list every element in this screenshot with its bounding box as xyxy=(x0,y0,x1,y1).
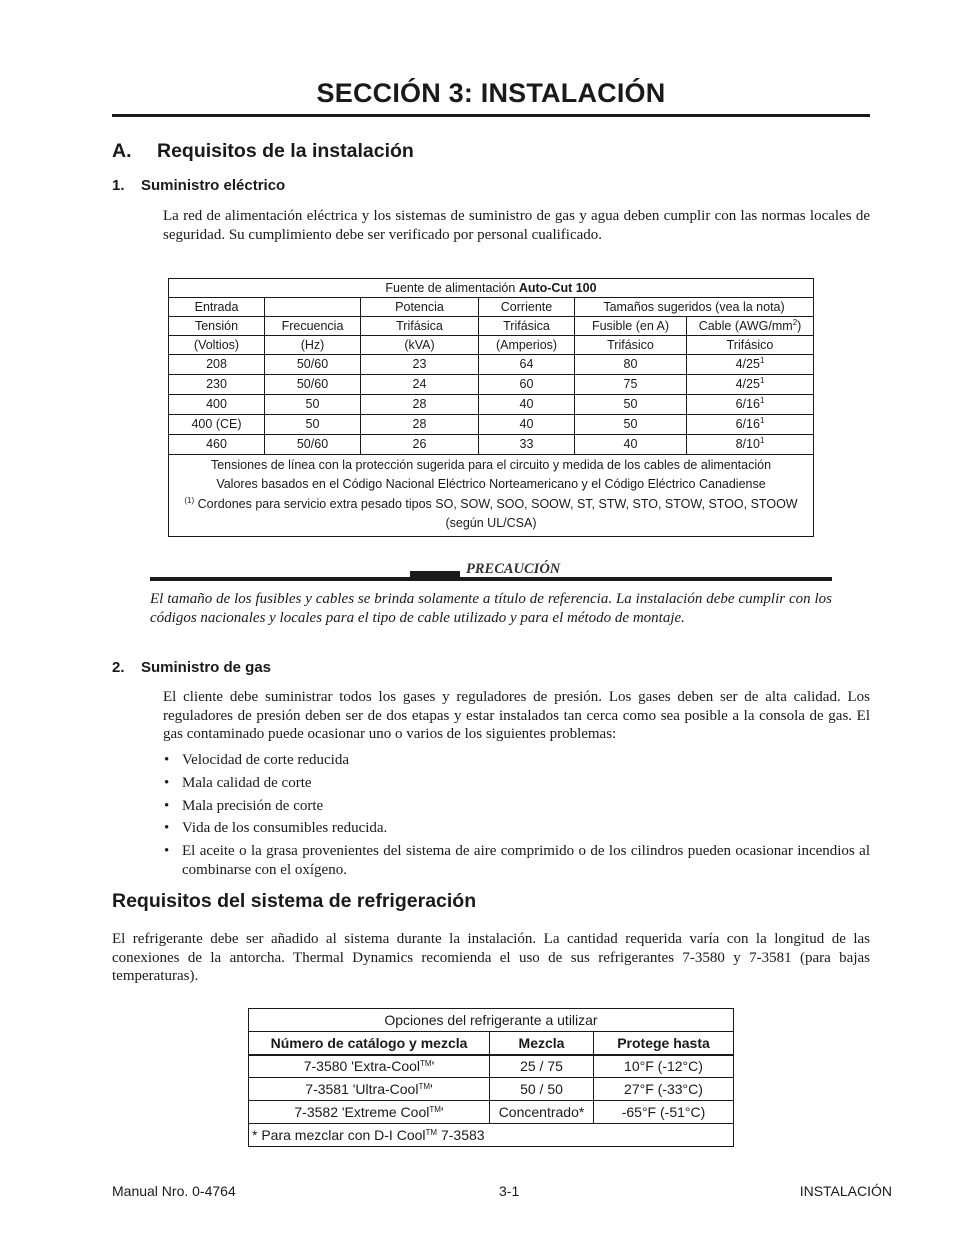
table-row: 208 50/60 23 64 80 $4/25^1$ xyxy=(169,355,814,375)
caution-label: PRECAUCIÓN xyxy=(466,561,561,577)
coolant-table-footnote: * Para mezclar con D-I Cool™ 7-3583 xyxy=(249,1124,734,1147)
title-rule xyxy=(112,114,870,117)
subsection-1-title: Suministro eléctrico xyxy=(141,177,286,194)
table-row xyxy=(249,1124,734,1147)
footer-manual-number: Manual Nro. 0-4764 xyxy=(112,1183,236,1199)
coolant-table-header-row: Número de catálogo y mezcla Mezcla Protege hasta xyxy=(249,1032,734,1055)
table-row: 400 (CE) 50 28 40 50 $6/16^1$ xyxy=(169,415,814,435)
bullet-icon: • xyxy=(164,843,170,860)
table-row: 7-3582 'Extreme Cool™' Concentrado* -65°F (-51°C) xyxy=(249,1101,734,1124)
power-table-title: Fuente de alimentación Auto-Cut 100 xyxy=(169,279,814,298)
electrical-paragraph: La red de alimentación eléctrica y los sistemas de suministro de gas y agua deben cumplir con las normas locales de seguridad. Su cumplimiento debe ser verificado por personal cualificado. xyxy=(163,208,870,243)
table-row: 7-3581 'Ultra-Cool™' 50 / 50 27°F (-33°C) xyxy=(249,1078,734,1101)
table-row: 400 50 28 40 50 $6/16^1$ xyxy=(169,395,814,415)
power-table-notes: Tensiones de línea con la protección sugerida para el circuito y medida de los cables de alimentación Valores basados en el Código Nacional Eléctrico Norteamericano y el Código Eléctrico Canadiense $^{(1)}$ Cordones para servicio extra pesado tipos SO, SOW, SOO, SOOW, ST, STW, STO, STOW, STOO, STOOW (según UL/CSA) xyxy=(169,455,814,537)
subsection-2-heading xyxy=(112,659,271,676)
table-row: 7-3580 'Extra-Cool™' 25 / 75 10°F (-12°C) xyxy=(249,1055,734,1078)
list-item: • Mala precisión de corte xyxy=(164,797,324,814)
bullet-icon: • xyxy=(164,752,170,768)
coolant-options-table xyxy=(248,1008,734,1147)
table-row: 460 50/60 26 33 40 $8/10^1$ xyxy=(169,435,814,455)
subsection-1-number: 1. xyxy=(112,177,125,194)
list-item: • Mala calidad de corte xyxy=(164,774,312,791)
gas-paragraph: El cliente debe suministrar todos los gases y reguladores de presión. Los gases deben ser de alta calidad. Los reguladores de presión deben ser de dos etapas y estar instalados tan cerca como sea posible a la consola de gas. El gas contaminado puede ocasionar uno o varios de los siguientes problemas: xyxy=(163,689,870,742)
gas-problems-list xyxy=(163,751,870,883)
power-supply-table xyxy=(168,278,814,537)
section-a-heading xyxy=(112,140,414,163)
subsection-2-title: Suministro de gas xyxy=(141,659,272,676)
power-table-header-row: Tensión Frecuencia Trifásica Trifásica Fusible (en A) Cable $(AWG/mm^2)$ xyxy=(169,317,814,336)
section-a-number: A. xyxy=(112,140,132,162)
refrigeration-paragraph: El refrigerante debe ser añadido al sistema durante la instalación. La cantidad requerida varía con la longitud de las conexiones de la antorcha. Thermal Dynamics recomienda el uso de sus refrigerantes 7-3580 y 7-3581 (para bajas temperaturas). xyxy=(112,931,870,984)
footer-page-number: 3-1 xyxy=(499,1183,520,1199)
refrigeration-heading: Requisitos del sistema de refrigeración xyxy=(112,890,477,912)
power-table-header-row: Entrada Potencia Corriente Tamaños sugeridos (vea la nota) xyxy=(169,298,814,317)
caution-tab xyxy=(410,571,460,578)
footer-section-name: INSTALACIÓN xyxy=(799,1183,892,1199)
caution-text: El tamaño de los fusibles y cables se brinda solamente a título de referencia. La instalación debe cumplir con los códigos nacionales y locales para el tipo de cable utilizado y para el método de montaje. xyxy=(150,591,832,626)
bullet-icon: • xyxy=(164,820,170,837)
bullet-icon: • xyxy=(164,774,170,791)
subsection-1-heading xyxy=(112,177,285,194)
coolant-table-title: Opciones del refrigerante a utilizar xyxy=(249,1009,734,1032)
bullet-icon: • xyxy=(164,797,170,814)
list-item: • Vida de los consumibles reducida. xyxy=(164,820,388,837)
page-title: SECCIÓN 3: INSTALACIÓN xyxy=(316,78,666,108)
section-a-title: Requisitos de la instalación xyxy=(157,140,414,162)
power-table-header-row: (Voltios) (Hz) (kVA) (Amperios) Trifásico Trifásico xyxy=(169,336,814,355)
subsection-2-number: 2. xyxy=(112,659,125,676)
list-item: • El aceite o la grasa provenientes del sistema de aire comprimido o de los cilindros pueden ocasionar incendios al combinarse con el oxígeno. xyxy=(164,843,870,878)
table-row: 230 50/60 24 60 75 $4/25^1$ xyxy=(169,375,814,395)
list-item: • Velocidad de corte reducida xyxy=(164,752,349,768)
